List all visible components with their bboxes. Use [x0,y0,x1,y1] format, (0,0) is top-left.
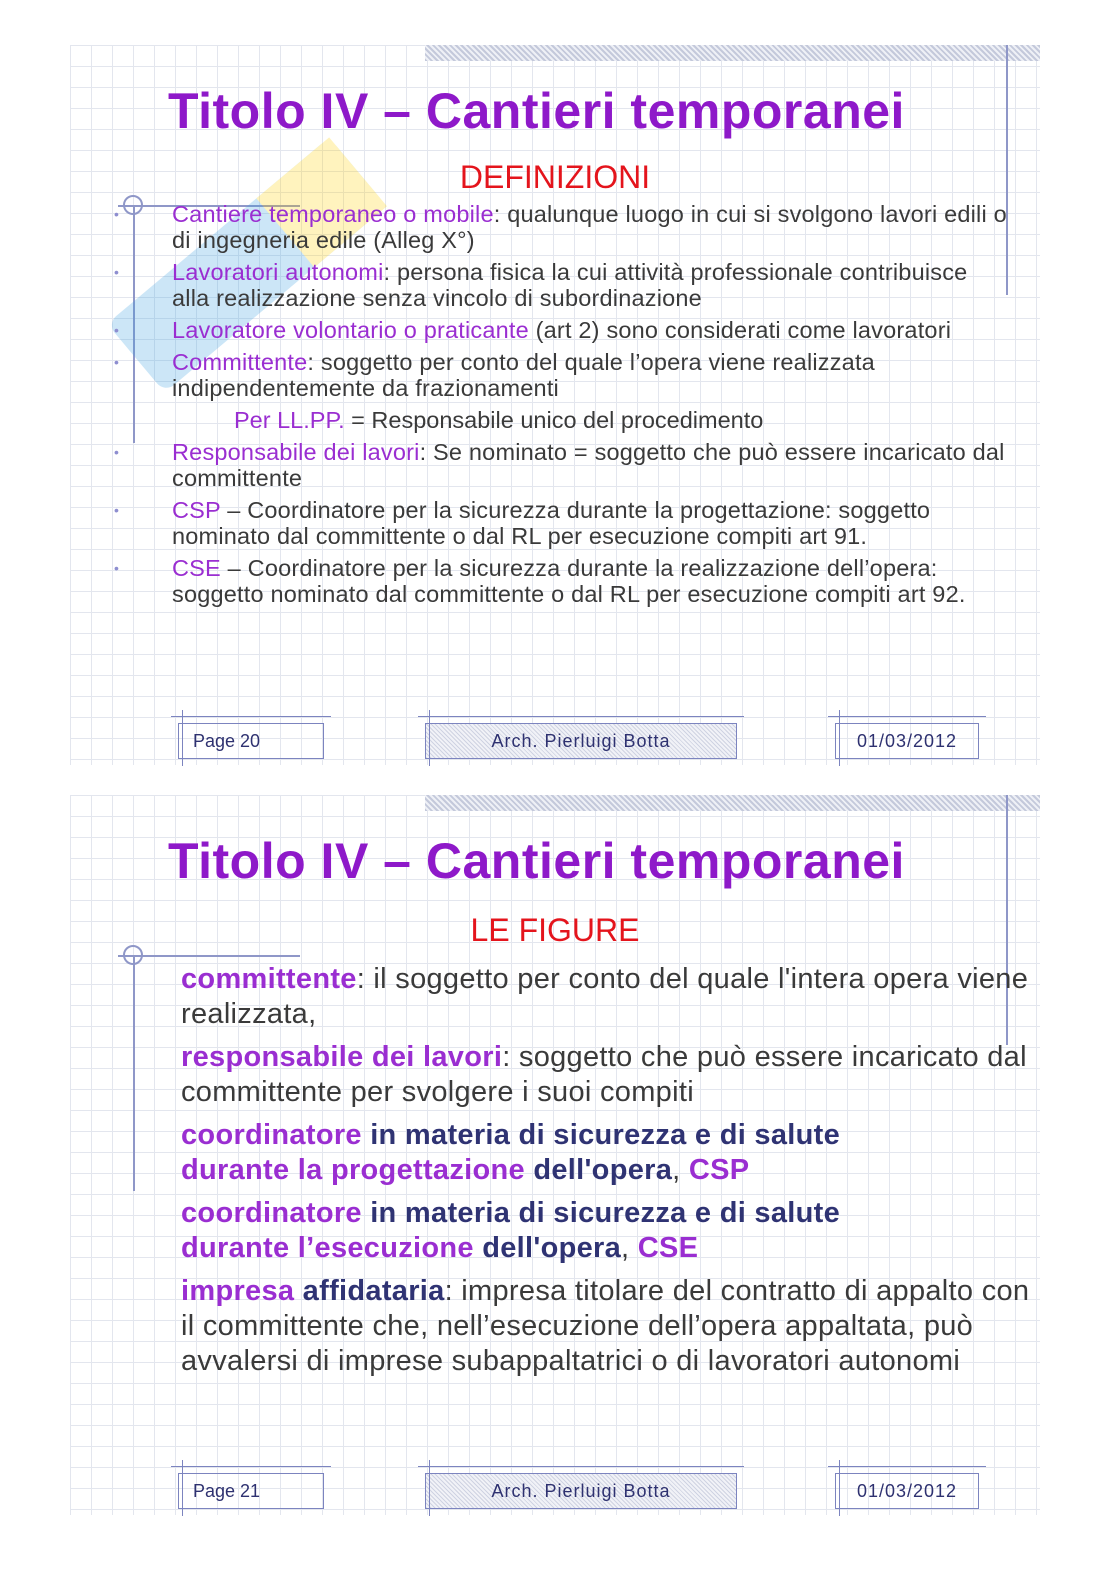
list-item [110,349,1010,401]
figure-term: responsabile dei lavori [181,1041,503,1073]
bullet-icon: • [114,322,120,338]
figure-separator: , [621,1232,638,1264]
footer-date: 01/03/2012 [835,723,979,759]
list-item [181,962,1031,1032]
figure-term: committente [181,963,357,995]
list-item [110,317,1010,343]
definition-text: : Se nominato = soggetto che può essere incaricato dal committente [172,439,1005,491]
sub-term: Per LL.PP. [234,407,345,433]
figure-acronym: CSP [688,1154,750,1186]
figure-acronym: CSE [637,1232,699,1264]
definitions-list [110,201,1010,613]
frame-line-left [133,955,135,1191]
header-hatch-band [425,795,1040,811]
figure-text: : il soggetto per conto del quale l'intera opera viene realizzata, [181,963,1029,1030]
footer-date: 01/03/2012 [835,1473,979,1509]
list-item [110,497,1010,549]
definition-text: : persona fisica la cui attività professionale contribuisce alla realizzazione senza vincolo di subordinazione [172,259,968,311]
bullet-icon: • [114,444,120,460]
definition-term: CSP [172,497,221,523]
slide-title: Titolo IV – Cantieri temporanei [168,833,905,889]
figure-separator: , [672,1154,689,1186]
definition-text: (art 2) sono considerati come lavoratori [528,317,952,343]
footer-author: Arch. Pierluigi Botta [425,1473,737,1509]
bullet-icon: • [114,354,120,370]
bullet-icon: • [114,502,120,518]
figure-text: dell'opera [473,1232,622,1264]
definition-term: Committente [172,349,308,375]
figure-text: : soggetto che può essere incaricato dal committente per svolgere i suoi compiti [181,1041,1027,1108]
list-item [181,1118,1031,1188]
definition-text: – Coordinatore per la sicurezza durante la realizzazione dell’opera: soggetto nominato dal committente o dal RL per esecuzione compiti art 92. [172,555,966,607]
bullet-icon: • [114,560,120,576]
list-item [110,439,1010,491]
list-item [110,555,1010,607]
definition-term: Lavoratori autonomi [172,259,384,285]
figure-text: in materia di sicurezza e di salute [361,1197,841,1229]
figure-term: coordinatore [181,1119,362,1151]
bullet-icon: • [114,206,120,222]
footer-author: Arch. Pierluigi Botta [425,723,737,759]
slide-title: Titolo IV – Cantieri temporanei [168,83,905,139]
definition-term: Lavoratore volontario o praticante [172,317,529,343]
definition-text: : qualunque luogo in cui si svolgono lavori edili o di ingegneria edile (Alleg X°) [172,201,1007,253]
sub-list-item [110,407,1010,433]
list-item [181,1196,1031,1266]
definition-text: – Coordinatore per la sicurezza durante la progettazione: soggetto nominato dal committente o dal RL per esecuzione compiti art 91. [172,497,931,549]
figure-text: : impresa titolare del contratto di appalto con il committente che, nell’esecuzione dell’opera appaltata, può avvalersi di imprese subappaltatrici o di lavoratori autonomi [181,1275,1030,1377]
slide-subtitle: LE FIGURE [470,912,640,948]
figure-phase: durante l’esecuzione [181,1232,474,1264]
list-item [110,201,1010,253]
list-item [181,1040,1031,1110]
definition-text: : soggetto per conto del quale l’opera viene realizzata indipendentemente da frazionamenti [172,349,875,401]
definition-term: Cantiere temporaneo o mobile [172,201,494,227]
figure-text: in materia di sicurezza e di salute [361,1119,841,1151]
figure-phase: durante la progettazione [181,1154,525,1186]
figure-term-qualifier: affidataria [294,1275,445,1307]
list-item [181,1274,1031,1379]
definition-term: Responsabile dei lavori [172,439,420,465]
sub-text: = Responsabile unico del procedimento [344,407,764,433]
definition-term: CSE [172,555,221,581]
list-item [110,259,1010,311]
figure-text: dell'opera [524,1154,673,1186]
slide-page-21 [70,795,1040,1515]
figure-term: coordinatore [181,1197,362,1229]
slide-subtitle: DEFINIZIONI [459,159,651,195]
frame-line-top-left [118,955,300,957]
footer-page-number: Page 21 [178,1473,324,1509]
slide-page-20 [70,45,1040,765]
footer-page-number: Page 20 [178,723,324,759]
header-hatch-band [425,45,1040,61]
bullet-icon: • [114,264,120,280]
figures-list [181,962,1031,1387]
figure-term: impresa [181,1275,295,1307]
